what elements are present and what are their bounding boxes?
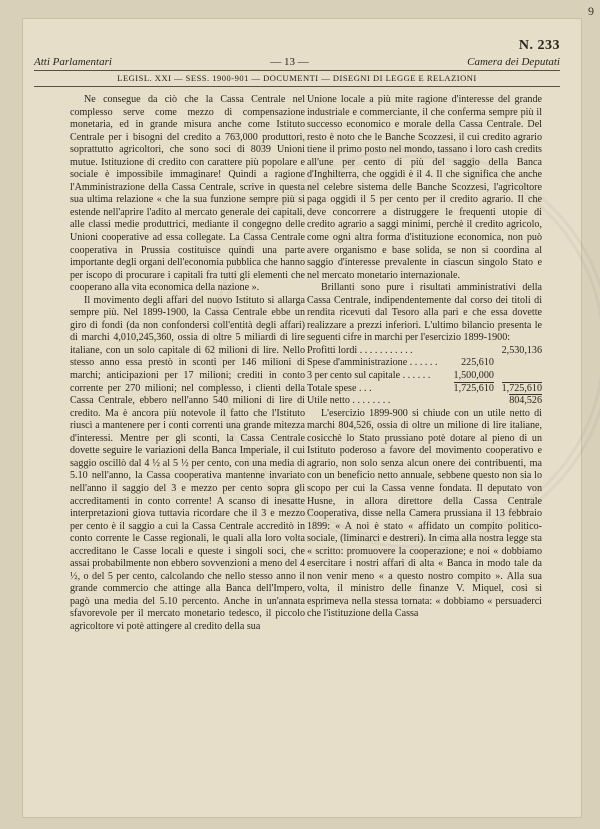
table-cell: 804,526 [509, 395, 542, 407]
table-row [307, 345, 542, 358]
running-header [34, 56, 560, 71]
right-column [307, 94, 542, 621]
header-left: Atti Parlamentari [34, 56, 112, 68]
header-right: Camera dei Deputati [467, 56, 560, 68]
table-cell [498, 357, 542, 370]
document-page [22, 18, 582, 818]
table-cell: Utile netto . . . . . . . . [307, 395, 391, 407]
table-cell: Profitti lordi . . . . . . . . . . . [307, 344, 413, 356]
table-row [307, 395, 542, 408]
document-number: N. 233 [518, 38, 560, 53]
paragraph: Ne consegue da ciò che la Cassa Centrale nel complesso serve come mezzo di compensazione monetaria, ed in grande misura anche come Istituto Centrale per i bisogni del credito a 763,000 produttori, soprattutto agricoltori, che sono soci di 8039 Unioni mutue. Istituzione di credito con carattere più popolare e sociale è impossibile immaginare! Quindi a ragione l'Amministrazione della Cassa Centrale, scrive in questa sua ultima relazione « che la sua funzione sempre più si estende nell'aprire l'adito al mercato generale dei capitali, alle classi medie produttrici, mediante il congegno delle Unioni cooperative ad essa collegate. La Cassa Centrale cooperativa in Prussia costituisce quindi una parte importante degli organi dell'economia pubblica che hanno per iscopo di procurare i capitali fra tutti gli elementi che cooperano alla vita economica della nazione ». [70, 94, 305, 294]
table-row [307, 370, 542, 383]
table-cell: 1,725,610 [501, 382, 542, 394]
paragraph: Unione locale a più mite ragione d'interesse del grande industriale e commerciante, il che conferma sempre più il successo economico e morale della Cassa Centrale. Del resto è noto che le Banche Scozzesi, il cui credito agrario tiene il primo posto nel mondo, tassano i loro cash credits all'une per cento di più del saggio della Banca d'Inghilterra, che oggidì è il 4. Il che significa che anche nel celebre sistema delle Banche Scozzesi, l'agricoltore paga oggidì il 5 per cento per il credito agrario. Il che deve concorrere a distruggere le frequenti utopie di credito agrario a saggi minimi, perchè il credito agricolo, come ogni altra forma d'istituzione economica, non può avere organismo e base solida, se non si coordina al saggio d'interesse prevalente in ciascun singolo Stato e nel mercato monetario internazionale. [307, 94, 542, 281]
table-cell [498, 370, 542, 383]
table-cell: Totale spese . . . [307, 382, 372, 394]
table-cell [449, 345, 497, 358]
paragraph: Il movimento degli affari del nuovo Istituto si allarga sempre più. Nel 1899-1900, la Cassa Centrale ebbe un giro di fondi (da non confondersi coll'entità degli affari) di marchi 4,010,245,360, ossia di oltre 5 miliardi di lire italiane, con un solo capitale di 62 milioni di lire. Nello stesso anno essa prestò in sconti per 146 milioni di marchi; anticipazioni per 17 milioni; crediti in conto corrente per 270 milioni; nel complesso, i clienti della Cassa Centrale, ebbero nell'anno 540 milioni di lire di credito. Ma è ancora più notevole il fatto che l'Istituto riuscì a mantenere per i conti correnti una grande mitezza d'interessi. Mentre per gli sconti, la Cassa Centrale dovette seguire le variazioni della Banca Imperiale, il cui saggio oscillò dal 4 ½ al 5 ½ per cento, con una media di 5.10 nell'anno, la Cassa cooperativa mantenne invariato nell'anno il saggio del 3 e mezzo per cento sopra gli accreditamenti in conto corrente! A scanso di inesatte interpretazioni giova tuttavia ricordare che il 3 e mezzo per cento è il saggio a cui la Cassa Centrale accreditò in conto corrente le Casse regionali, le quali alla loro volta accreditano le Casse locali e queste i singoli soci, che assai probabilmente non ebbero sovvenzioni a meno del 4 ½, o del 5 per cento, calcolando che nello stesso anno il grande commercio che attinge alla Banca dell'Impero, pagò una media del 5.10 percento. Anche in un'annata sfavorevole per il mercato monetario tedesco, il piccolo agricoltore vi potè attingere al credito della sua [70, 294, 305, 632]
corner-page-number: 9 [588, 4, 594, 18]
legislature-subheader: LEGISL. XXI — SESS. 1900-901 — DOCUMENTI — DISEGNI DI LEGGE E RELAZIONI [34, 73, 560, 87]
left-column [70, 94, 305, 634]
table-cell: 1,725,610 [453, 382, 494, 394]
paragraph: Brillanti sono pure i risultati amministrativi della Cassa Centrale, indipendentemente dal corso dei titoli di rendita ricevuti dal Tesoro alla pari e che essa dovette realizzare a prezzi inferiori. L'ultimo bilancio presenta le seguenti cifre in marchi per l'esercizio 1899-1900: [307, 282, 542, 344]
table-row [307, 357, 542, 370]
table-row [307, 383, 542, 396]
table-cell: 225,610 [461, 357, 494, 369]
table-cell: Spese d'amministrazione . . . . . . [307, 357, 438, 369]
table-cell: 3 per cento sul capitale . . . . . . [307, 370, 431, 382]
paragraph: L'esercizio 1899-900 si chiude con un utile netto di marchi 804,526, ossia di oltre un milione di lire italiane, cosicchè lo Stato prussiano potè dotare al pieno di un Istituto poderoso a favore del movimento cooperativo e agrario, non solo senza alcun onere dei contribuenti, ma con un beneficio netto annuale, sebbene questo non sia lo scopo per cui la Cassa venne fondata. Il deputato von Husne, in allora direttore della Cassa Centrale Cooperativa, disse nella Camera prussiana il 13 febbraio 1899: « A noi è stato « affidato un compito politico-sociale, (liminarci e destreri). In cima alla nostra legge sta « scritto: promuovere la cooperazione; e noi « dobbiamo esercitare i nostri affari di alta « Banca in modo tale da non venir meno « a questo nostro compito ». Alla sua volta, il ministro delle finanze V. Miquel, così si esprimeva nella stessa tornata: « dobbiamo « persuaderci che l'istituzione della Cassa [307, 407, 542, 620]
page-number: — 13 — [270, 56, 309, 68]
table-cell: 1,500,000 [453, 370, 494, 382]
balance-table [307, 345, 542, 408]
table-cell [449, 395, 497, 408]
table-cell: 2,530,136 [501, 344, 542, 356]
